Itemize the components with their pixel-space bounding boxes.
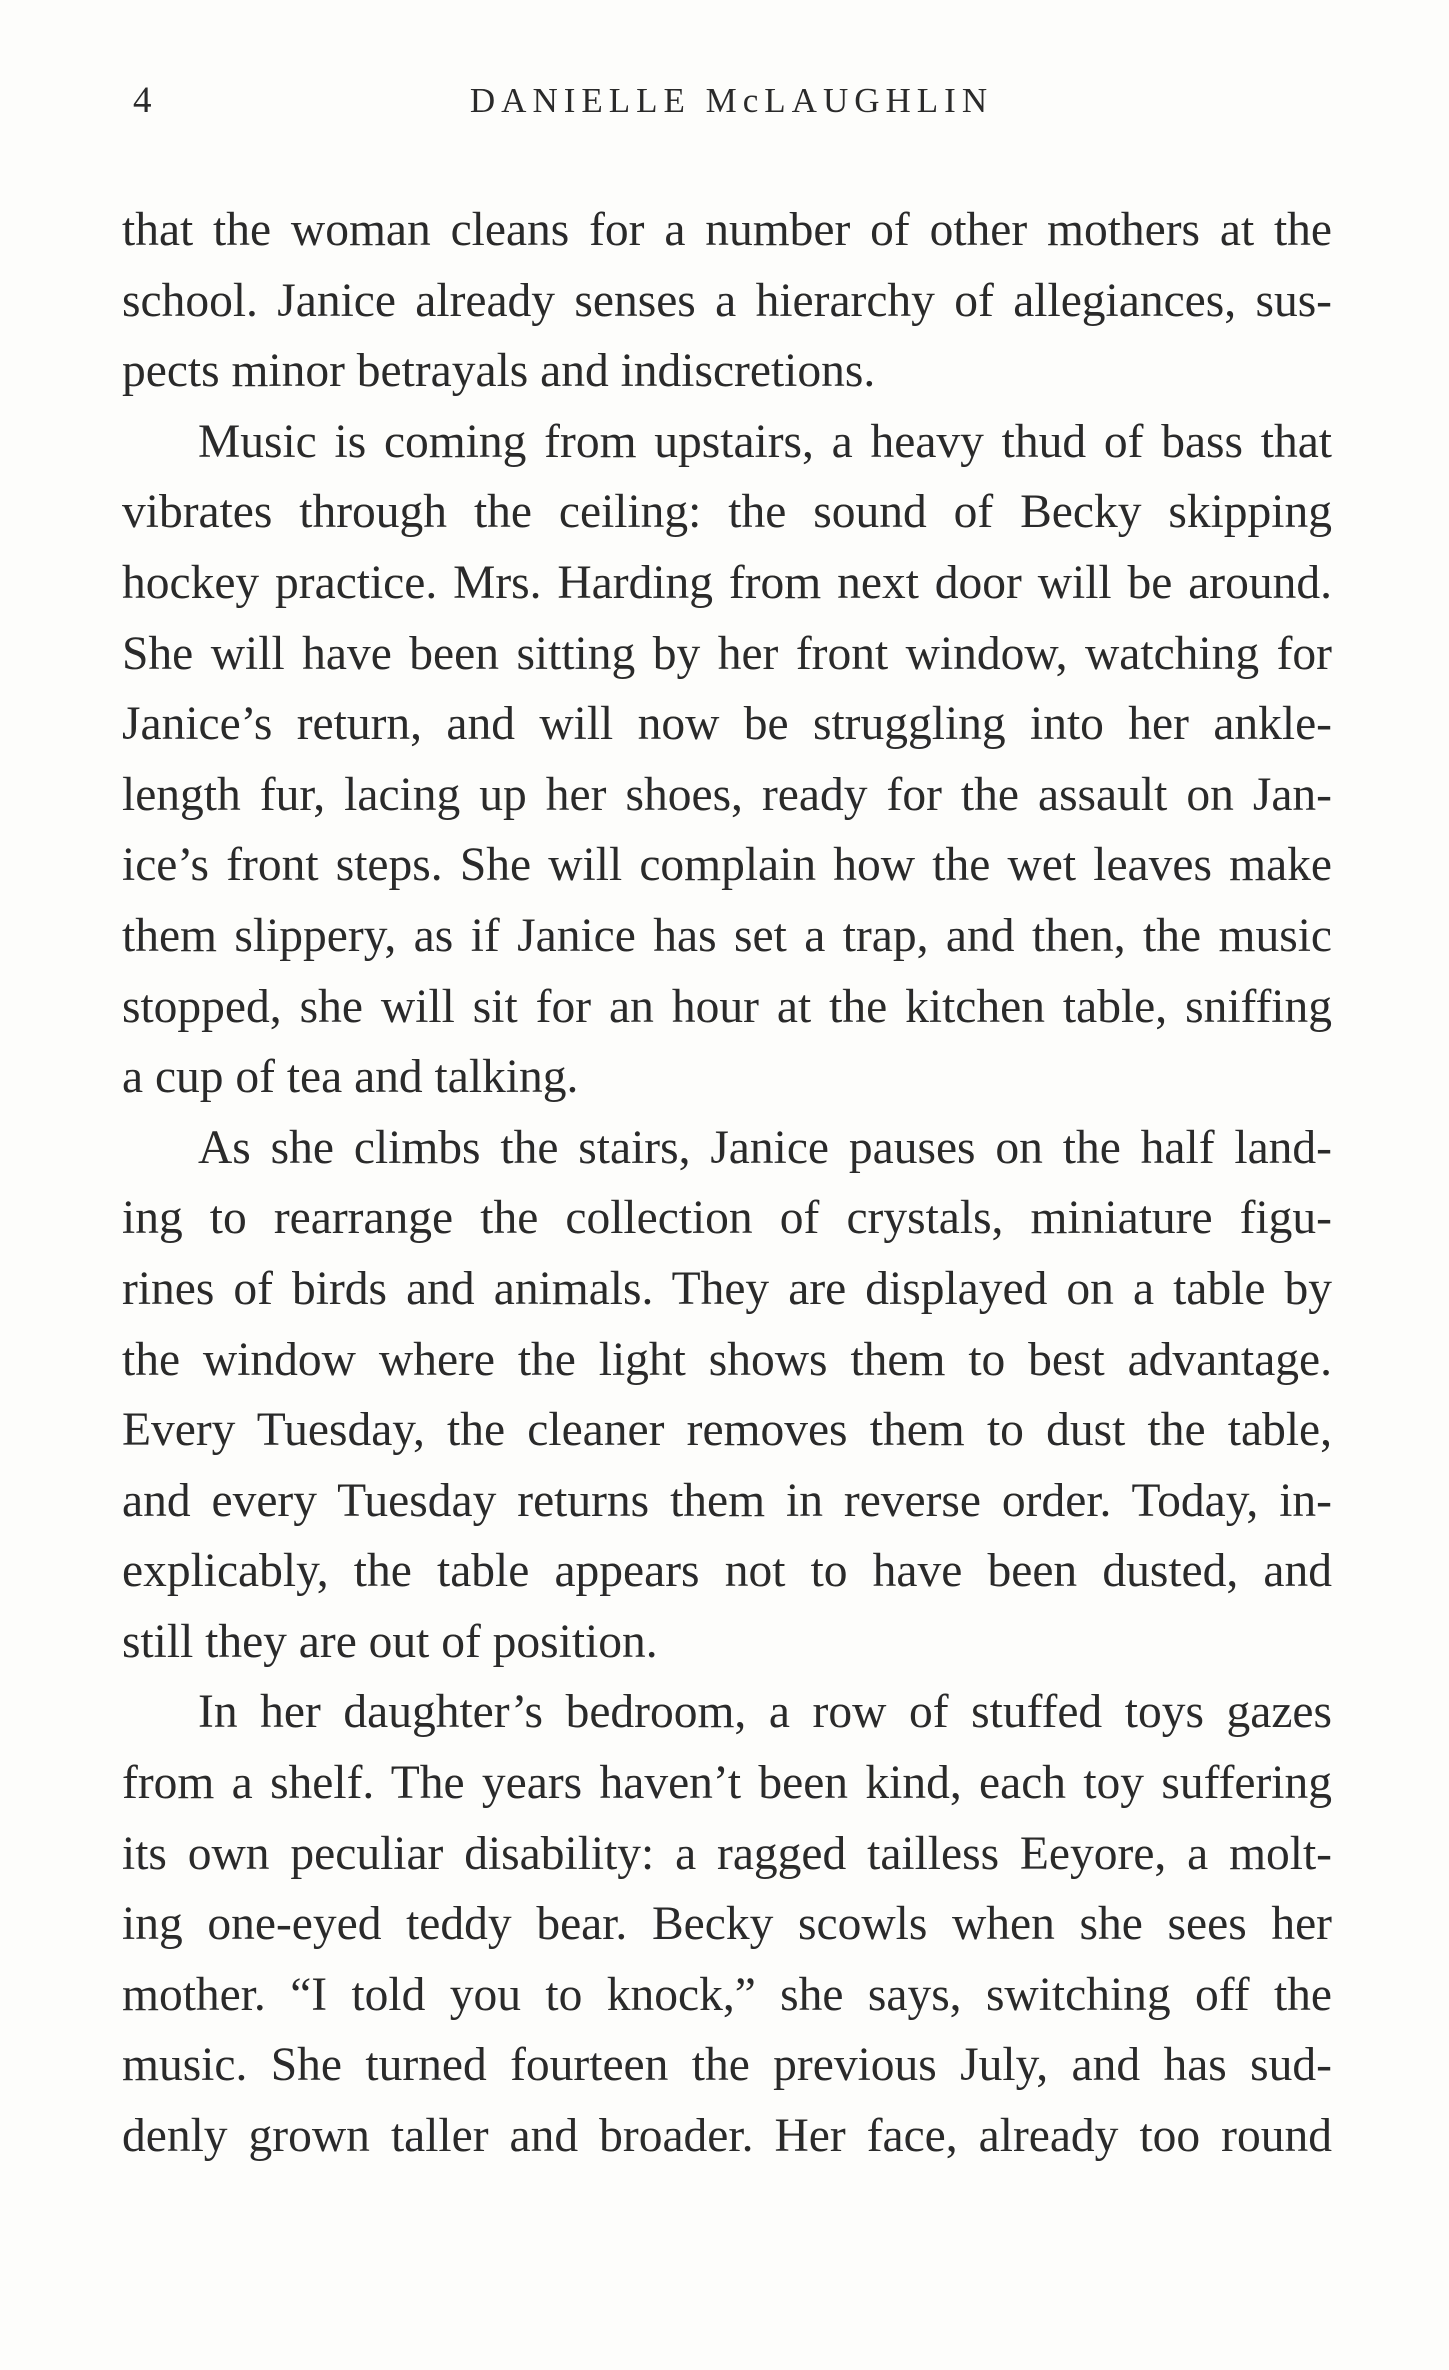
text-line: ing to rearrange the collection of crystals, miniature figu-: [122, 1192, 1332, 1245]
text-line: them slippery, as if Janice has set a trap, and then, the music: [122, 909, 1332, 962]
text-line: hockey practice. Mrs. Harding from next door will be around.: [122, 556, 1332, 609]
text-line: its own peculiar disability: a ragged tailless Eeyore, a molt-: [122, 1827, 1332, 1880]
text-line: school. Janice already senses a hierarchy of allegiances, sus-: [122, 274, 1332, 327]
text-line: She will have been sitting by her front window, watching for: [122, 627, 1332, 680]
author-name: DANIELLE McLAUGHLIN: [469, 81, 994, 120]
text-line: stopped, she will sit for an hour at the kitchen table, sniffing: [122, 980, 1332, 1033]
text-line: pects minor betrayals and indiscretions.: [122, 345, 876, 398]
text-line: from a shelf. The years haven’t been kind, each toy suffering: [122, 1757, 1332, 1810]
text-line: rines of birds and animals. They are displayed on a table by: [122, 1262, 1332, 1315]
text-line: that the woman cleans for a number of other mothers at the: [122, 204, 1332, 256]
text-line: Music is coming from upstairs, a heavy thud of bass that: [198, 415, 1332, 468]
text-line: mother. “I told you to knock,” she says, switching off the: [122, 1968, 1332, 2021]
text-line: Janice’s return, and will now be struggling into her ankle-: [122, 698, 1332, 751]
page-number: 4: [133, 80, 153, 121]
text-line: ing one-eyed teddy bear. Becky scowls when she sees her: [122, 1898, 1332, 1951]
text-line: As she climbs the stairs, Janice pauses on the half land-: [198, 1121, 1332, 1174]
running-head: [133, 78, 1330, 124]
text-line: still they are out of position.: [122, 1615, 658, 1668]
body-text: [122, 195, 1332, 2172]
text-line: length fur, lacing up her shoes, ready for the assault on Jan-: [122, 768, 1332, 821]
text-line: and every Tuesday returns them in reverse order. Today, in-: [122, 1474, 1332, 1527]
text-line: ice’s front steps. She will complain how the wet leaves make: [122, 839, 1332, 892]
text-line: Every Tuesday, the cleaner removes them to dust the table,: [122, 1404, 1332, 1457]
text-line: vibrates through the ceiling: the sound of Becky skipping: [122, 486, 1332, 539]
text-line: a cup of tea and talking.: [122, 1051, 579, 1104]
text-line: the window where the light shows them to best advantage.: [122, 1333, 1332, 1386]
text-line: In her daughter’s bedroom, a row of stuffed toys gazes: [198, 1686, 1332, 1739]
text-line: denly grown taller and broader. Her face, already too round: [122, 2110, 1332, 2163]
text-line: music. She turned fourteen the previous July, and has sud-: [122, 2039, 1332, 2092]
text-line: explicably, the table appears not to have been dusted, and: [122, 1545, 1332, 1598]
